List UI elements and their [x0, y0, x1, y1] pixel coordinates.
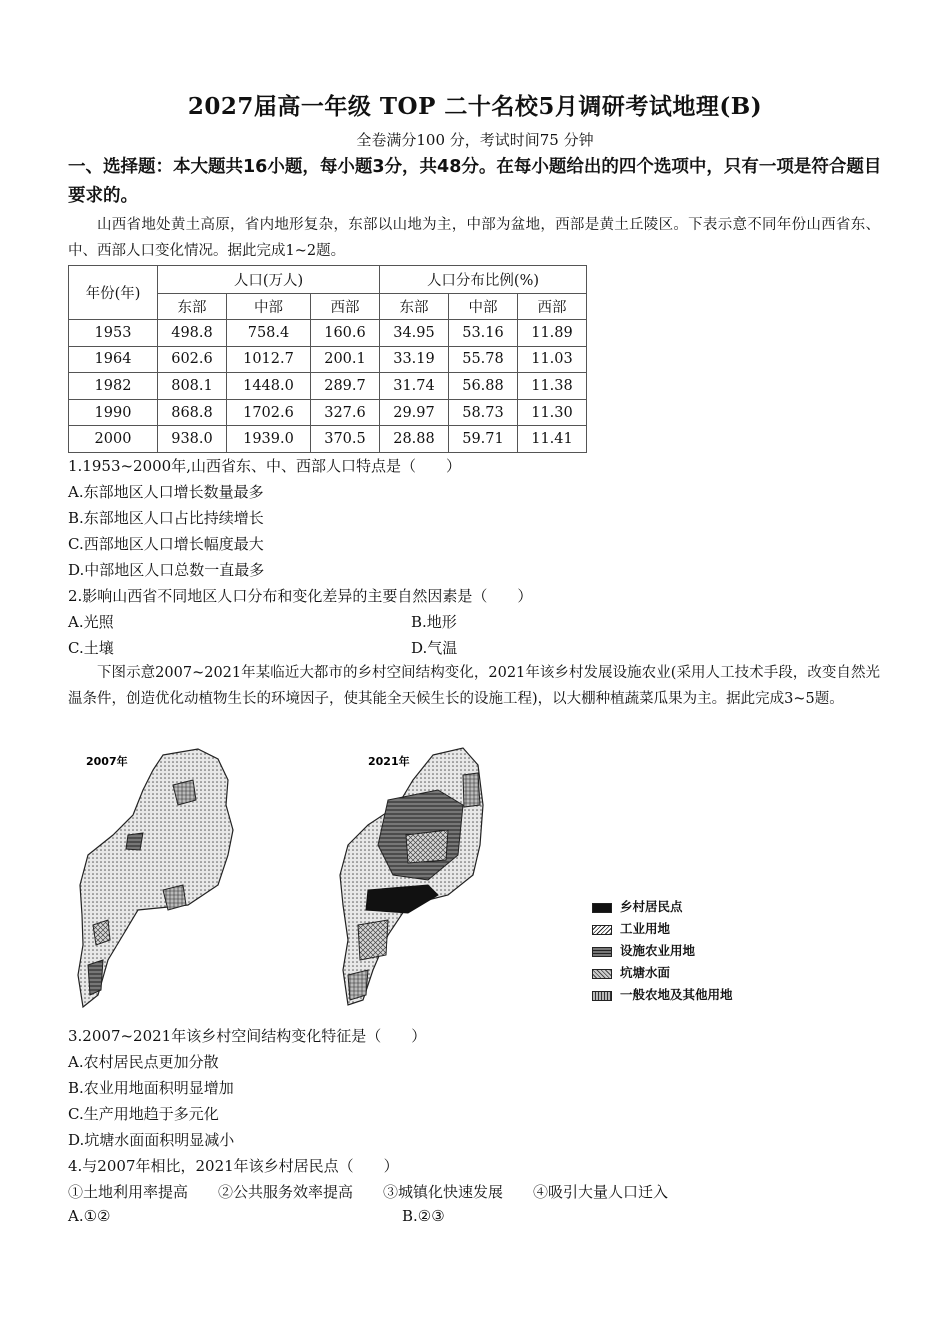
- table-cell: 327.6: [310, 399, 379, 426]
- land-use-maps: [68, 745, 733, 1015]
- passage-2: 下图示意2007~2021年某临近大都市的乡村空间结构变化，2021年该乡村发展设施农业(采用人工技术手段，改变自然光温条件，创造优化动植物生长的环境因子，使其能全天候生长的设施工程)，以大棚种植蔬菜瓜果为主。据此完成3~5题。: [68, 665, 880, 707]
- table-cell: 1702.6: [227, 399, 311, 426]
- q4-statement-items: ①土地利用率提高 ②公共服务效率提高 ③城镇化快速发展 ④吸引大量人口迁入: [68, 1183, 669, 1201]
- table-cell: 200.1: [310, 346, 379, 373]
- table-cell: 1939.0: [227, 426, 311, 453]
- section-heading: 一、选择题：本大题共16小题，每小题3分，共48分。在每小题给出的四个选项中，只有一项是符合题目要求的。: [68, 157, 882, 206]
- legend-residential: [592, 897, 683, 915]
- legend-label: 乡村居民点: [620, 899, 683, 914]
- table-col-header: 东部: [158, 294, 227, 320]
- legend-pond: [592, 963, 670, 981]
- table-cell: 1964: [69, 346, 158, 373]
- table-cell: 1990: [69, 399, 158, 426]
- table-cell: 1982: [69, 373, 158, 400]
- table-col-header: 中部: [227, 294, 311, 320]
- table-cell: 289.7: [310, 373, 379, 400]
- table-row: [69, 373, 587, 400]
- table-cell: 2000: [69, 426, 158, 453]
- legend-label: 坑塘水面: [620, 965, 671, 980]
- legend-swatch-icon: [592, 925, 612, 935]
- table-col-header: 西部: [517, 294, 586, 320]
- legend-label: 一般农地及其他用地: [620, 987, 733, 1002]
- map-2021-label: 2021年: [368, 755, 410, 768]
- q2-option-d[interactable]: D.气温: [411, 639, 458, 657]
- q2-option-a[interactable]: A.光照: [68, 613, 114, 631]
- q3-option-a[interactable]: A.农村居民点更加分散: [68, 1053, 219, 1071]
- table-cell: 11.30: [517, 399, 586, 426]
- table-cell: 602.6: [158, 346, 227, 373]
- legend-swatch-icon: [592, 903, 612, 913]
- table-cell: 1012.7: [227, 346, 311, 373]
- q4-option-a[interactable]: A.①②: [68, 1207, 111, 1225]
- table-cell: 34.95: [379, 320, 448, 347]
- legend-swatch-icon: [592, 991, 612, 1001]
- table-col-header: 西部: [310, 294, 379, 320]
- question-2-stem: 2.影响山西省不同地区人口分布和变化差异的主要自然因素是（ ）: [68, 587, 533, 605]
- q2-option-b[interactable]: B.地形: [411, 613, 457, 631]
- q3-option-b[interactable]: B.农业用地面积明显增加: [68, 1079, 234, 1097]
- map-2007-label: 2007年: [86, 755, 128, 768]
- legend-swatch-icon: [592, 969, 612, 979]
- table-cell: 868.8: [158, 399, 227, 426]
- q3-option-d[interactable]: D.坑塘水面面积明显减小: [68, 1131, 235, 1149]
- q4-option-b[interactable]: B.②③: [402, 1207, 445, 1225]
- table-cell: 33.19: [379, 346, 448, 373]
- legend-industrial: [592, 919, 670, 937]
- question-3-stem: 3.2007~2021年该乡村空间结构变化特征是（ ）: [68, 1027, 427, 1045]
- table-cell: 11.03: [517, 346, 586, 373]
- table-cell: 59.71: [448, 426, 517, 453]
- table-col-header: 东部: [379, 294, 448, 320]
- q1-option-a[interactable]: A.东部地区人口增长数量最多: [68, 483, 264, 501]
- table-cell: 498.8: [158, 320, 227, 347]
- table-cell: 29.97: [379, 399, 448, 426]
- passage-1: 山西省地处黄土高原，省内地形复杂，东部以山地为主，中部为盆地，西部是黄土丘陵区。下表示意不同年份山西省东、中、西部人口变化情况。据此完成1~2题。: [68, 217, 880, 259]
- question-4-stem: 4.与2007年相比，2021年该乡村居民点（ ）: [68, 1157, 399, 1175]
- legend-label: 设施农业用地: [620, 943, 696, 958]
- legend-general-farmland: [592, 985, 733, 1003]
- table-cell: 11.38: [517, 373, 586, 400]
- exam-title: 2027届高一年级 TOP 二十名校5月调研考试地理(B): [187, 93, 763, 120]
- table-cell: 758.4: [227, 320, 311, 347]
- table-cell: 31.74: [379, 373, 448, 400]
- table-cell: 28.88: [379, 426, 448, 453]
- table-col-header: 中部: [448, 294, 517, 320]
- table-row: [69, 399, 587, 426]
- table-cell: 938.0: [158, 426, 227, 453]
- table-group-ratio: 人口分布比例(%): [379, 266, 586, 294]
- q1-option-b[interactable]: B.东部地区人口占比持续增长: [68, 509, 264, 527]
- table-cell: 160.6: [310, 320, 379, 347]
- table-group-population: 人口(万人): [158, 266, 380, 294]
- table-cell: 11.41: [517, 426, 586, 453]
- table-cell: 56.88: [448, 373, 517, 400]
- table-cell: 370.5: [310, 426, 379, 453]
- table-year-header: 年份(年): [69, 266, 158, 320]
- table-cell: 53.16: [448, 320, 517, 347]
- q2-option-c[interactable]: C.土壤: [68, 639, 114, 657]
- map-2007: [78, 749, 233, 1007]
- population-table: [68, 265, 587, 453]
- table-cell: 808.1: [158, 373, 227, 400]
- legend-label: 工业用地: [620, 921, 671, 936]
- table-row: [69, 320, 587, 347]
- legend-facility-agriculture: [592, 941, 695, 959]
- legend-swatch-icon: [592, 947, 612, 957]
- q1-option-c[interactable]: C.西部地区人口增长幅度最大: [68, 535, 264, 553]
- table-cell: 55.78: [448, 346, 517, 373]
- q3-option-c[interactable]: C.生产用地趋于多元化: [68, 1105, 219, 1123]
- table-cell: 1953: [69, 320, 158, 347]
- table-row: [69, 346, 587, 373]
- question-1-stem: 1.1953~2000年,山西省东、中、西部人口特点是（ ）: [68, 457, 461, 475]
- table-cell: 58.73: [448, 399, 517, 426]
- table-row: [69, 426, 587, 453]
- map-2021: [340, 748, 483, 1005]
- table-cell: 1448.0: [227, 373, 311, 400]
- table-cell: 11.89: [517, 320, 586, 347]
- q1-option-d[interactable]: D.中部地区人口总数一直最多: [68, 561, 265, 579]
- exam-subtitle: 全卷满分100 分，考试时间75 分钟: [356, 131, 594, 149]
